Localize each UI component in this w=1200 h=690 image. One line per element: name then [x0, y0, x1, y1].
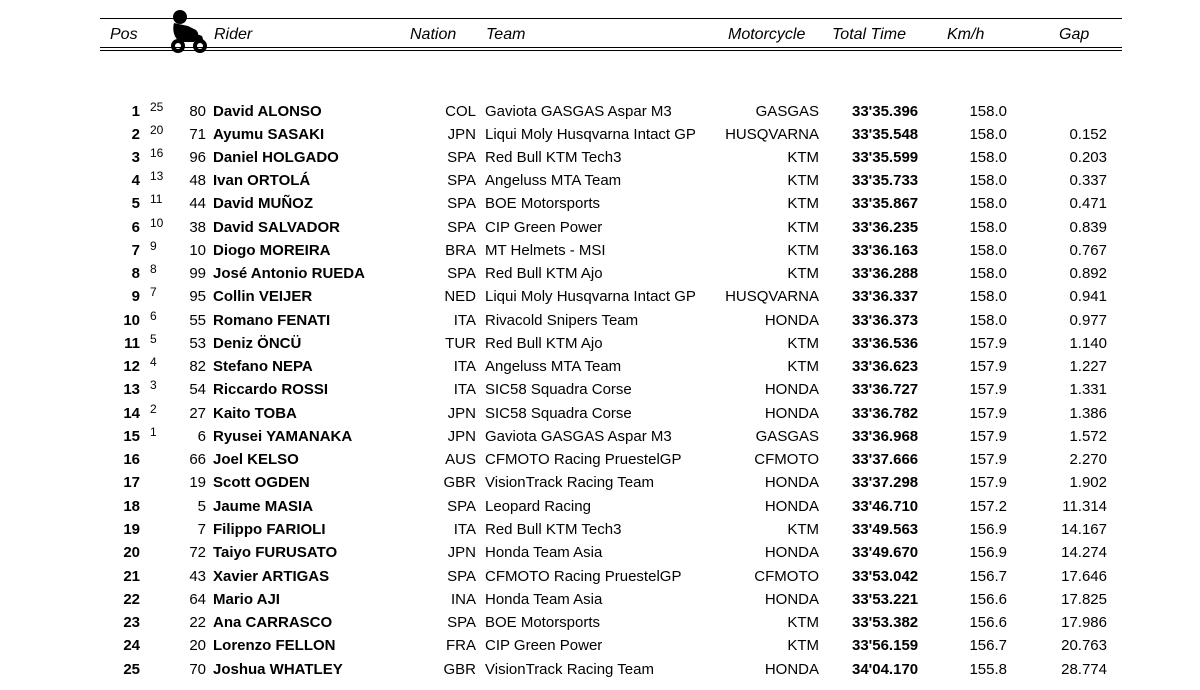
gap-cell: 20.763: [1061, 637, 1107, 654]
nation-cell: JPN: [447, 405, 476, 422]
rider-name-cell: Deniz ÖNCÜ: [213, 335, 302, 352]
rider-number-cell: 82: [189, 358, 206, 375]
total-time-cell: 34'04.170: [852, 661, 919, 678]
pos-cell: 20: [123, 544, 140, 561]
team-cell: BOE Motorsports: [485, 195, 601, 212]
pos-cell: 19: [123, 521, 140, 538]
motorcycle-cell: HONDA: [764, 661, 819, 678]
motorcycle-cell: CFMOTO: [754, 451, 819, 468]
kmh-cell: 156.9: [969, 521, 1007, 538]
pos-cell: 12: [123, 358, 140, 375]
rider-number-cell: 38: [189, 219, 206, 236]
points-cell: 5: [150, 332, 157, 346]
header-motorcycle: Motorcycle: [728, 26, 806, 43]
total-time-cell: 33'36.623: [852, 358, 919, 375]
table-row: [0, 124, 1200, 146]
motorcycle-cell: KTM: [787, 614, 819, 631]
team-cell: MT Helmets - MSI: [485, 242, 606, 259]
kmh-cell: 155.8: [969, 661, 1007, 678]
points-cell: 20: [150, 123, 164, 137]
rider-name-cell: Scott OGDEN: [213, 474, 310, 491]
nation-cell: SPA: [447, 149, 476, 166]
table-row: [0, 379, 1200, 401]
table-row: [0, 496, 1200, 518]
team-cell: VisionTrack Racing Team: [485, 661, 654, 678]
nation-cell: SPA: [447, 265, 476, 282]
rider-name-cell: Jaume MASIA: [213, 498, 314, 515]
table-row: [0, 403, 1200, 425]
rider-name-cell: Xavier ARTIGAS: [213, 568, 330, 585]
pos-cell: 11: [124, 335, 140, 352]
nation-cell: SPA: [447, 498, 476, 515]
total-time-cell: 33'37.666: [852, 451, 919, 468]
table-row: [0, 659, 1200, 681]
motorcycle-cell: HONDA: [764, 405, 819, 422]
nation-cell: COL: [445, 103, 476, 120]
motorcycle-cell: HONDA: [764, 381, 819, 398]
points-cell: 7: [150, 285, 157, 299]
total-time-cell: 33'53.221: [852, 591, 919, 608]
table-row: [0, 263, 1200, 285]
motorcycle-cell: HONDA: [764, 474, 819, 491]
rider-name-cell: Kaito TOBA: [213, 405, 297, 422]
gap-cell: 0.941: [1069, 288, 1107, 305]
header-gap: Gap: [1059, 26, 1090, 43]
rider-number-cell: 55: [189, 312, 206, 329]
table-row: [0, 240, 1200, 262]
results-header: [100, 16, 1122, 52]
points-cell: 4: [150, 355, 157, 369]
team-cell: Leopard Racing: [485, 498, 591, 515]
nation-cell: BRA: [445, 242, 476, 259]
table-row: [0, 635, 1200, 657]
motorcycle-cell: KTM: [787, 637, 819, 654]
total-time-cell: 33'46.710: [852, 498, 919, 515]
team-cell: CIP Green Power: [485, 637, 603, 654]
kmh-cell: 158.0: [969, 312, 1007, 329]
team-cell: Honda Team Asia: [485, 591, 603, 608]
pos-cell: 8: [131, 265, 140, 282]
kmh-cell: 158.0: [969, 288, 1007, 305]
rider-number-cell: 71: [189, 126, 206, 143]
motorcycle-cell: KTM: [787, 219, 819, 236]
rider-number-cell: 22: [189, 614, 206, 631]
rider-name-cell: Romano FENATI: [213, 312, 331, 329]
total-time-cell: 33'53.382: [852, 614, 919, 631]
points-cell: 25: [150, 100, 164, 114]
team-cell: Angeluss MTA Team: [485, 358, 622, 375]
rider-number-cell: 72: [189, 544, 206, 561]
kmh-cell: 157.9: [969, 381, 1007, 398]
nation-cell: JPN: [447, 428, 476, 445]
pos-cell: 3: [131, 149, 140, 166]
rider-number-cell: 64: [189, 591, 206, 608]
rider-name-cell: Filippo FARIOLI: [213, 521, 326, 538]
gap-cell: 28.774: [1061, 661, 1107, 678]
table-row: [0, 193, 1200, 215]
kmh-cell: 156.9: [969, 544, 1007, 561]
gap-cell: 0.337: [1069, 172, 1107, 189]
total-time-cell: 33'53.042: [852, 568, 919, 585]
team-cell: CIP Green Power: [485, 219, 603, 236]
kmh-cell: 158.0: [969, 265, 1007, 282]
nation-cell: JPN: [447, 544, 476, 561]
total-time-cell: 33'36.288: [852, 265, 919, 282]
table-row: [0, 101, 1200, 123]
table-row: [0, 472, 1200, 494]
pos-cell: 9: [131, 288, 140, 305]
gap-cell: 17.986: [1061, 614, 1107, 631]
table-row: [0, 519, 1200, 541]
gap-cell: 17.825: [1061, 591, 1107, 608]
nation-cell: SPA: [447, 614, 476, 631]
points-cell: 9: [150, 239, 157, 253]
gap-cell: 0.892: [1069, 265, 1107, 282]
table-row: [0, 612, 1200, 634]
team-cell: BOE Motorsports: [485, 614, 601, 631]
header-total-time: Total Time: [832, 26, 906, 43]
pos-cell: 18: [123, 498, 140, 515]
total-time-cell: 33'36.536: [852, 335, 919, 352]
nation-cell: ITA: [453, 312, 476, 329]
team-cell: Gaviota GASGAS Aspar M3: [485, 428, 672, 445]
rider-name-cell: David SALVADOR: [213, 219, 340, 236]
kmh-cell: 158.0: [969, 242, 1007, 259]
rider-number-cell: 7: [197, 521, 206, 538]
rider-number-cell: 20: [189, 637, 206, 654]
header-pos: Pos: [110, 26, 138, 43]
pos-cell: 14: [123, 405, 140, 422]
total-time-cell: 33'36.727: [852, 381, 919, 398]
total-time-cell: 33'36.782: [852, 405, 919, 422]
table-row: [0, 356, 1200, 378]
kmh-cell: 157.9: [969, 451, 1007, 468]
rider-number-cell: 53: [189, 335, 206, 352]
nation-cell: FRA: [446, 637, 476, 654]
rider-number-cell: 80: [189, 103, 206, 120]
rider-name-cell: Mario AJI: [213, 591, 280, 608]
kmh-cell: 156.7: [969, 568, 1007, 585]
total-time-cell: 33'36.163: [852, 242, 919, 259]
total-time-cell: 33'49.670: [852, 544, 919, 561]
motorcycle-cell: HONDA: [764, 312, 819, 329]
motorcycle-cell: HONDA: [764, 498, 819, 515]
rider-number-cell: 99: [189, 265, 206, 282]
gap-cell: 1.331: [1069, 381, 1107, 398]
table-row: [0, 589, 1200, 611]
kmh-cell: 158.0: [969, 149, 1007, 166]
table-row: [0, 566, 1200, 588]
team-cell: Red Bull KTM Tech3: [485, 521, 622, 538]
rider-number-cell: 43: [189, 568, 206, 585]
rider-name-cell: Ayumu SASAKI: [213, 126, 325, 143]
total-time-cell: 33'49.563: [852, 521, 919, 538]
total-time-cell: 33'36.373: [852, 312, 919, 329]
rider-number-cell: 27: [189, 405, 206, 422]
rider-number-cell: 96: [189, 149, 206, 166]
team-cell: Rivacold Snipers Team: [485, 312, 639, 329]
gap-cell: 0.152: [1069, 126, 1107, 143]
total-time-cell: 33'56.159: [852, 637, 919, 654]
rider-name-cell: Lorenzo FELLON: [213, 637, 336, 654]
pos-cell: 25: [123, 661, 140, 678]
team-cell: SIC58 Squadra Corse: [485, 405, 632, 422]
gap-cell: 0.471: [1069, 195, 1107, 212]
gap-cell: 0.203: [1069, 149, 1107, 166]
motorcycle-cell: KTM: [787, 358, 819, 375]
header-bottom-rule-double: [100, 50, 1122, 51]
rider-number-cell: 5: [197, 498, 206, 515]
rider-name-cell: Collin VEIJER: [213, 288, 313, 305]
gap-cell: 0.767: [1069, 242, 1107, 259]
gap-cell: 0.977: [1069, 312, 1107, 329]
total-time-cell: 33'35.548: [852, 126, 919, 143]
team-cell: Red Bull KTM Tech3: [485, 149, 622, 166]
rider-name-cell: David MUÑOZ: [213, 195, 314, 212]
rider-name-cell: Taiyo FURUSATO: [213, 544, 338, 561]
team-cell: SIC58 Squadra Corse: [485, 381, 632, 398]
motorcycle-cell: HONDA: [764, 591, 819, 608]
nation-cell: TUR: [445, 335, 476, 352]
total-time-cell: 33'36.968: [852, 428, 919, 445]
rider-number-cell: 66: [189, 451, 206, 468]
motorcycle-cell: KTM: [787, 172, 819, 189]
points-cell: 6: [150, 309, 157, 323]
total-time-cell: 33'36.337: [852, 288, 919, 305]
points-cell: 10: [150, 216, 164, 230]
pos-cell: 1: [131, 103, 140, 120]
header-team: Team: [486, 26, 526, 43]
table-row: [0, 286, 1200, 308]
header-bottom-rule: [100, 47, 1122, 48]
kmh-cell: 158.0: [969, 103, 1007, 120]
rider-name-cell: Joel KELSO: [213, 451, 299, 468]
gap-cell: 0.839: [1069, 219, 1107, 236]
pos-cell: 16: [123, 451, 140, 468]
header-top-rule: [100, 18, 1122, 19]
motorcycle-cell: KTM: [787, 149, 819, 166]
kmh-cell: 157.2: [969, 498, 1007, 515]
pos-cell: 15: [123, 428, 140, 445]
gap-cell: 17.646: [1061, 568, 1107, 585]
kmh-cell: 157.9: [969, 405, 1007, 422]
nation-cell: ITA: [453, 381, 476, 398]
gap-cell: 1.902: [1069, 474, 1107, 491]
total-time-cell: 33'35.396: [852, 103, 919, 120]
rider-number-cell: 95: [189, 288, 206, 305]
team-cell: Honda Team Asia: [485, 544, 603, 561]
rider-name-cell: Joshua WHATLEY: [213, 661, 343, 678]
pos-cell: 7: [131, 242, 140, 259]
team-cell: Liqui Moly Husqvarna Intact GP: [485, 288, 696, 305]
nation-cell: AUS: [445, 451, 476, 468]
table-row: [0, 170, 1200, 192]
motorcycle-cell: HONDA: [764, 544, 819, 561]
table-row: [0, 449, 1200, 471]
motorcycle-cell: HUSQVARNA: [725, 126, 819, 143]
nation-cell: NED: [444, 288, 476, 305]
kmh-cell: 157.9: [969, 428, 1007, 445]
points-cell: 2: [150, 402, 157, 416]
nation-cell: INA: [450, 591, 476, 608]
total-time-cell: 33'35.733: [852, 172, 919, 189]
rider-name-cell: David ALONSO: [213, 103, 322, 120]
nation-cell: GBR: [443, 474, 476, 491]
kmh-cell: 157.9: [969, 335, 1007, 352]
table-row: [0, 310, 1200, 332]
table-row: [0, 333, 1200, 355]
motorcycle-cell: KTM: [787, 242, 819, 259]
points-cell: 8: [150, 262, 157, 276]
rider-name-cell: Ryusei YAMANAKA: [213, 428, 353, 445]
motorcycle-cell: KTM: [787, 265, 819, 282]
gap-cell: 14.167: [1061, 521, 1107, 538]
points-cell: 11: [150, 192, 163, 206]
points-cell: 16: [150, 146, 164, 160]
kmh-cell: 158.0: [969, 195, 1007, 212]
rider-number-cell: 54: [189, 381, 206, 398]
table-row: [0, 217, 1200, 239]
kmh-cell: 156.6: [969, 614, 1007, 631]
team-cell: Red Bull KTM Ajo: [485, 335, 603, 352]
header-rider: Rider: [214, 26, 253, 43]
pos-cell: 24: [123, 637, 140, 654]
pos-cell: 17: [123, 474, 140, 491]
gap-cell: 2.270: [1069, 451, 1107, 468]
nation-cell: SPA: [447, 568, 476, 585]
nation-cell: SPA: [447, 172, 476, 189]
points-cell: 1: [150, 425, 157, 439]
kmh-cell: 158.0: [969, 219, 1007, 236]
motorcycle-cell: KTM: [787, 335, 819, 352]
table-row: [0, 147, 1200, 169]
gap-cell: 11.314: [1062, 498, 1107, 515]
gap-cell: 1.386: [1069, 405, 1107, 422]
team-cell: VisionTrack Racing Team: [485, 474, 654, 491]
rider-name-cell: Ivan ORTOLÁ: [213, 172, 311, 189]
gap-cell: 1.227: [1069, 358, 1107, 375]
nation-cell: SPA: [447, 195, 476, 212]
pos-cell: 6: [131, 219, 140, 236]
nation-cell: SPA: [447, 219, 476, 236]
table-row: [0, 426, 1200, 448]
motorcycle-cell: GASGAS: [755, 103, 819, 120]
rider-number-cell: 70: [189, 661, 206, 678]
kmh-cell: 158.0: [969, 126, 1007, 143]
pos-cell: 10: [123, 312, 140, 329]
gap-cell: 14.274: [1061, 544, 1107, 561]
nation-cell: ITA: [453, 521, 476, 538]
pos-cell: 13: [123, 381, 140, 398]
pos-cell: 5: [131, 195, 140, 212]
kmh-cell: 158.0: [969, 172, 1007, 189]
kmh-cell: 156.6: [969, 591, 1007, 608]
motorcycle-cell: GASGAS: [755, 428, 819, 445]
gap-cell: 1.572: [1069, 428, 1107, 445]
pos-cell: 23: [123, 614, 140, 631]
rider-number-cell: 6: [197, 428, 206, 445]
motorcycle-cell: CFMOTO: [754, 568, 819, 585]
gap-cell: 1.140: [1069, 335, 1107, 352]
total-time-cell: 33'36.235: [852, 219, 919, 236]
nation-cell: ITA: [453, 358, 476, 375]
points-cell: 3: [150, 378, 157, 392]
points-cell: 13: [150, 169, 164, 183]
motorcycle-cell: HUSQVARNA: [725, 288, 819, 305]
header-nation: Nation: [410, 26, 457, 43]
nation-cell: GBR: [443, 661, 476, 678]
pos-cell: 22: [123, 591, 140, 608]
team-cell: Liqui Moly Husqvarna Intact GP: [485, 126, 696, 143]
team-cell: Red Bull KTM Ajo: [485, 265, 603, 282]
rider-name-cell: José Antonio RUEDA: [213, 265, 365, 282]
rider-number-cell: 48: [189, 172, 206, 189]
team-cell: CFMOTO Racing PruestelGP: [485, 451, 682, 468]
motorcycle-cell: KTM: [787, 521, 819, 538]
rider-name-cell: Riccardo ROSSI: [213, 381, 329, 398]
kmh-cell: 156.7: [969, 637, 1007, 654]
total-time-cell: 33'37.298: [852, 474, 919, 491]
pos-cell: 21: [123, 568, 140, 585]
rider-name-cell: Diogo MOREIRA: [213, 242, 331, 259]
pos-cell: 2: [131, 126, 140, 143]
rider-number-cell: 10: [189, 242, 206, 259]
table-row: [0, 542, 1200, 564]
team-cell: Angeluss MTA Team: [485, 172, 622, 189]
team-cell: CFMOTO Racing PruestelGP: [485, 568, 682, 585]
total-time-cell: 33'35.599: [852, 149, 919, 166]
total-time-cell: 33'35.867: [852, 195, 919, 212]
motorcycle-cell: KTM: [787, 195, 819, 212]
rider-number-cell: 44: [189, 195, 206, 212]
header-kmh: Km/h: [947, 26, 985, 43]
rider-name-cell: Stefano NEPA: [213, 358, 313, 375]
rider-number-cell: 19: [189, 474, 206, 491]
rider-name-cell: Ana CARRASCO: [213, 614, 333, 631]
nation-cell: JPN: [447, 126, 476, 143]
rider-name-cell: Daniel HOLGADO: [213, 149, 339, 166]
kmh-cell: 157.9: [969, 358, 1007, 375]
kmh-cell: 157.9: [969, 474, 1007, 491]
team-cell: Gaviota GASGAS Aspar M3: [485, 103, 672, 120]
pos-cell: 4: [131, 172, 140, 189]
